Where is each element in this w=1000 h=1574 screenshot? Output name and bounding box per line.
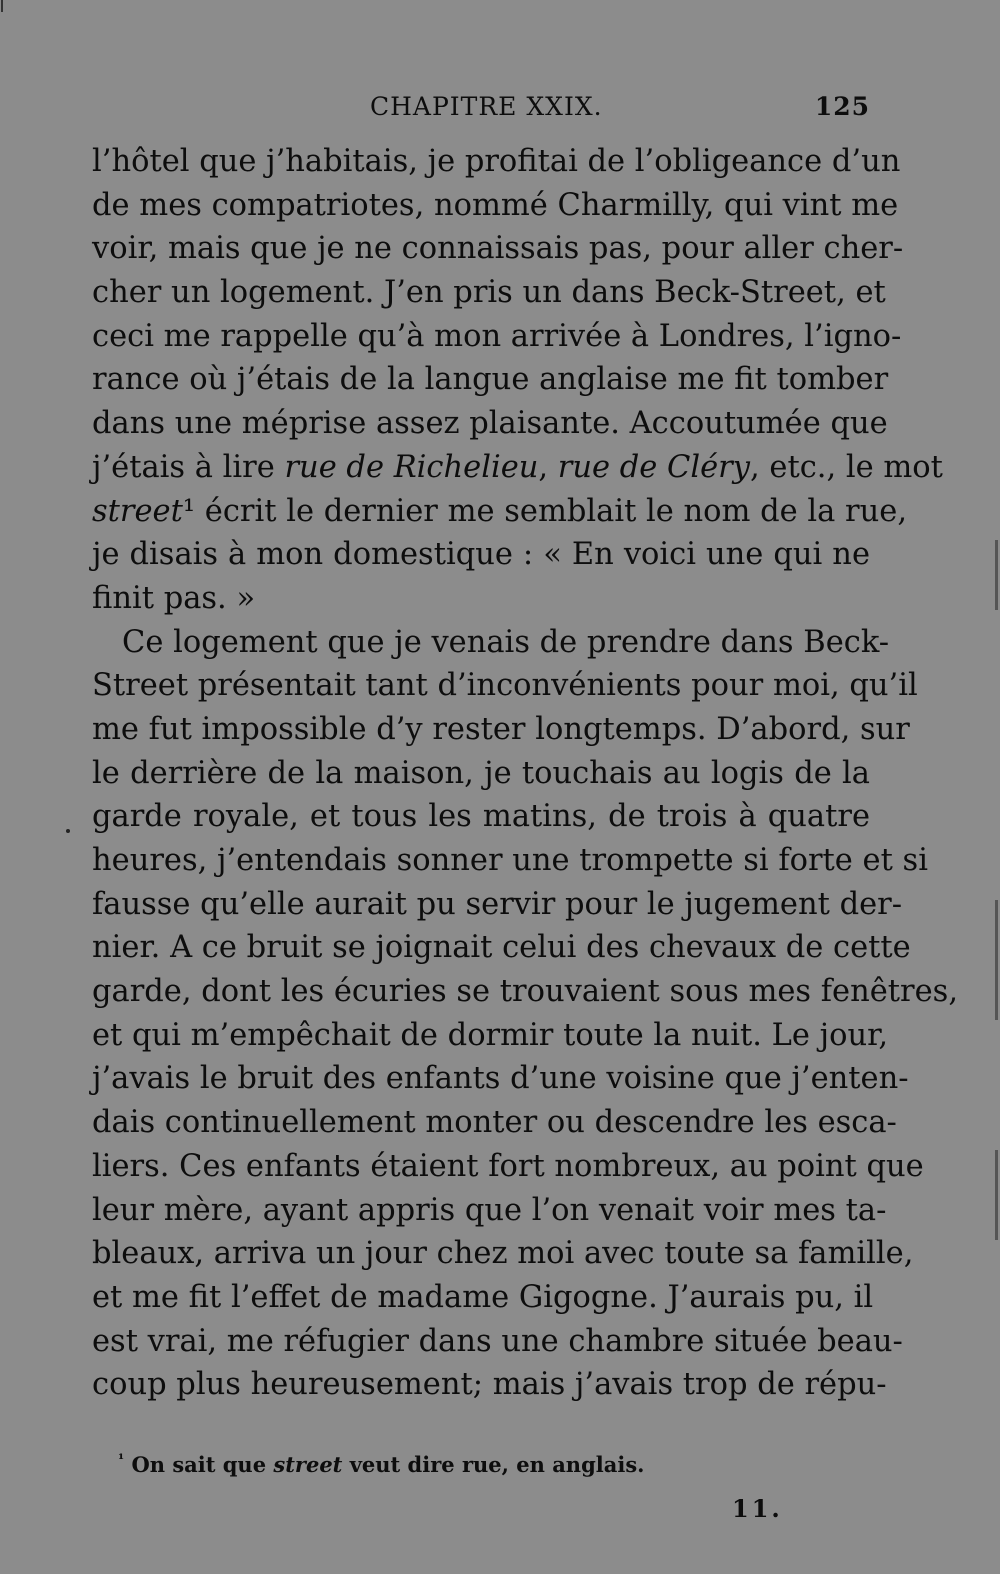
text-line: liers. Ces enfants étaient fort nombreux, au point que <box>92 1148 924 1184</box>
text-line: dais continuellement monter ou descendre les esca- <box>92 1105 897 1141</box>
running-header <box>92 92 870 132</box>
text-line: coup plus heureusement; mais j’avais trop de répu- <box>92 1367 887 1403</box>
scan-mark <box>1 0 3 12</box>
text-line: leur mère, ayant appris que l’on venait voir mes ta- <box>92 1192 887 1228</box>
italic-text: rue de Cléry <box>557 449 750 485</box>
page-edge <box>995 1150 998 1240</box>
italic-text: street <box>92 493 183 529</box>
text-line: finit pas. » <box>92 580 256 616</box>
signature-mark: 11. <box>732 1494 783 1523</box>
footnote-text-before: On sait que <box>131 1452 274 1477</box>
footnote-text-after: veut dire rue, en anglais. <box>342 1452 645 1477</box>
italic-text: rue de Richelieu <box>284 449 539 485</box>
text-line: l’hôtel que j’habitais, je profitai de l’obligeance d’un <box>92 144 901 179</box>
text-line: voir, mais que je ne connaissais pas, pour aller cher- <box>92 231 904 267</box>
text-line: le derrière de la maison, je touchais au logis de la <box>92 755 870 791</box>
page-edge <box>995 900 998 1020</box>
text-line: Street présentait tant d’inconvénients pour moi, qu’il <box>92 668 918 704</box>
scan-speck <box>66 829 70 833</box>
text-line: Ce logement que je venais de prendre dans Beck- <box>122 624 890 660</box>
text-line: j’avais le bruit des enfants d’une voisine que j’enten- <box>92 1061 909 1097</box>
text-line: et me fit l’effet de madame Gigogne. J’aurais pu, il <box>92 1279 874 1315</box>
text-line: garde royale, et tous les matins, de trois à quatre <box>92 799 870 835</box>
text-line: dans une méprise assez plaisante. Accoutumée que <box>92 406 888 442</box>
footnote-mark: ¹ <box>118 1452 125 1468</box>
text-line: de mes compatriotes, nommé Charmilly, qui vint me <box>92 187 899 223</box>
footnote-italic: street <box>273 1452 343 1477</box>
text-line: nier. A ce bruit se joignait celui des chevaux de cette <box>92 930 911 966</box>
text-line: ceci me rappelle qu’à mon arrivée à Londres, l’igno- <box>92 318 902 354</box>
text-line: me fut impossible d’y rester longtemps. D’abord, sur <box>92 711 910 747</box>
text-line: j’étais à lire rue de Richelieu, rue de Cléry, etc., le mot <box>92 449 943 485</box>
text-line: garde, dont les écuries se trouvaient sous mes fenêtres, <box>92 974 959 1010</box>
body-text <box>92 140 959 1407</box>
text-line: heures, j’entendais sonner une trompette si forte et si <box>92 843 928 878</box>
text-line: fausse qu’elle aurait pu servir pour le jugement der- <box>92 886 903 922</box>
footnote <box>118 1452 878 1477</box>
text-line: je disais à mon domestique : « En voici une qui ne <box>92 537 870 573</box>
text-line: et qui m’empêchait de dormir toute la nuit. Le jour, <box>92 1017 889 1053</box>
text-line: cher un logement. J’en pris un dans Beck-Street, et <box>92 275 886 311</box>
text-line: rance où j’étais de la langue anglaise me fit tomber <box>92 362 889 398</box>
chapter-title: CHAPITRE XXIX. <box>370 92 603 121</box>
text-line: bleaux, arriva un jour chez moi avec toute sa famille, <box>92 1236 914 1272</box>
text-line: est vrai, me réfugier dans une chambre située beau- <box>92 1323 903 1359</box>
page-number: 125 <box>814 92 870 121</box>
page-edge <box>995 540 998 610</box>
text-line: street¹ écrit le dernier me semblait le nom de la rue, <box>92 493 908 529</box>
